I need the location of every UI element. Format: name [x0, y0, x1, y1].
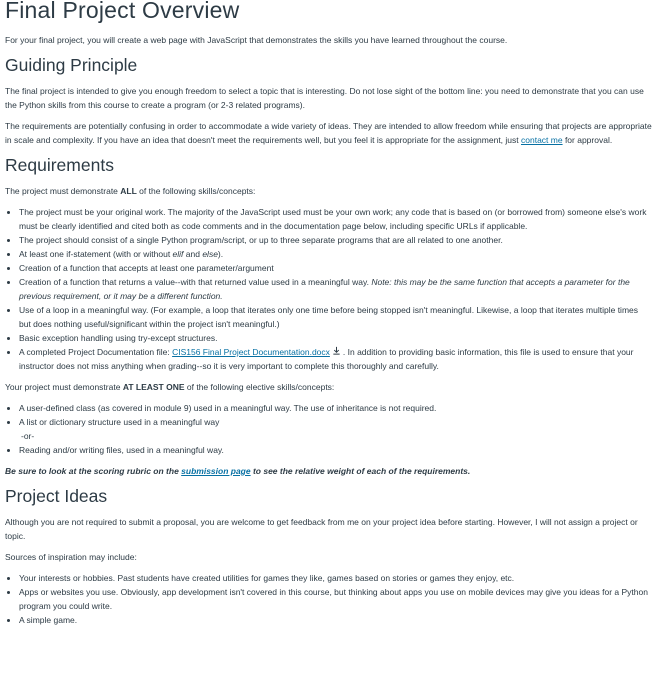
or-separator: -or-: [21, 431, 35, 441]
item-text: . In addition to providing basic information, this file is used to ensure that your instructor does not miss anything when grading--so it is very important to complete this thoroughly and carefully.: [19, 347, 634, 371]
guiding-paragraph-2: [5, 119, 652, 147]
item-note: Note: this may be the same function that accepts a parameter for the previous requirement, or it may be a different function.: [19, 277, 630, 301]
guiding-p2-end: for approval.: [562, 135, 613, 145]
least-intro-end: of the following elective skills/concepts:: [184, 382, 335, 392]
list-item: [19, 275, 652, 303]
elective-skills-list: [5, 401, 652, 457]
all-intro-end: of the following skills/concepts:: [136, 186, 256, 196]
list-item: • A list or dictionary structure used in a meaningful way: [19, 415, 652, 429]
project-ideas-heading: Project Ideas: [5, 486, 108, 506]
item-text: and: [183, 249, 203, 259]
list-item: [19, 345, 652, 373]
submission-page-link[interactable]: submission page: [181, 466, 251, 476]
list-item: • A simple game.: [19, 613, 652, 627]
intro-paragraph: For your final project, you will create a web page with JavaScript that demonstrates the skills you have learned throughout the course.: [5, 35, 508, 45]
required-skills-list: [5, 205, 652, 373]
list-item: • Basic exception handling using try-except structures.: [19, 331, 652, 345]
list-item: [19, 247, 652, 261]
rubric-text-end: to see the relative weight of each of the requirements.: [250, 466, 471, 476]
least-bold: AT LEAST ONE: [122, 382, 185, 392]
else-keyword: else: [202, 249, 218, 259]
item-text: ).: [217, 249, 224, 259]
guiding-principle-heading: Guiding Principle: [5, 55, 138, 75]
requirements-least-intro: [5, 380, 652, 394]
item-text: Creation of a function that returns a value--with that returned value used in a meaningful way.: [19, 277, 372, 287]
rubric-text: Be sure to look at the scoring rubric on the: [5, 466, 182, 476]
requirements-all-intro: [5, 184, 652, 198]
list-item: • Use of a loop in a meaningful way. (For example, a loop that iterates only one time before being stopped isn't meaningful. Likewise, a loop that iterates multiple times but does nothing useful/significant within the project isn't meaningful.): [19, 303, 652, 331]
sources-intro: Sources of inspiration may include:: [5, 552, 137, 562]
requirements-heading: Requirements: [5, 155, 114, 175]
list-item: • The project must be your original work. The majority of the JavaScript used must be your own work; any code that is based on (or borrowed from) someone else's work must be clearly identified and cited both as code comments and in the documentation page below, including specific URLs if applicable.: [19, 205, 652, 233]
guiding-p2-text: The requirements are potentially confusing in order to accommodate a wide variety of ideas. They are intended to allow freedom while ensuring that projects are appropriate in scale and complexity. If you have an idea that doesn't meet the requirements well, but you feel it is appropriate for the assignment, just: [5, 121, 652, 145]
item-text: A completed Project Documentation file:: [19, 347, 173, 357]
list-item: • Apps or websites you use. Obviously, app development isn't covered in this course, but thinking about apps you use on mobile devices may give you ideas for a Python program you could write.: [19, 585, 652, 613]
list-item: • The project should consist of a single Python program/script, or up to three separate programs that are all related to one another.: [19, 233, 652, 247]
least-intro-text: Your project must demonstrate: [5, 382, 123, 392]
ideas-paragraph: Although you are not required to submit a proposal, you are welcome to get feedback from me on your project idea before starting. However, I will not assign a project or topic.: [5, 517, 638, 541]
download-icon[interactable]: [332, 345, 341, 359]
all-bold: ALL: [120, 186, 137, 196]
list-item: • Your interests or hobbies. Past students have created utilities for games they like, games based on stories or games they enjoy, etc.: [19, 571, 652, 585]
list-item: • A user-defined class (as covered in module 9) used in a meaningful way. The use of inheritance is not required.: [19, 401, 652, 415]
page-title: Final Project Overview: [5, 0, 240, 23]
list-item: • Reading and/or writing files, used in a meaningful way.: [19, 443, 652, 457]
ideas-list: [5, 571, 652, 627]
rubric-note: [5, 464, 652, 478]
contact-me-link[interactable]: contact me: [521, 135, 563, 145]
elif-keyword: elif: [172, 249, 184, 259]
item-text: At least one if-statement (with or without: [19, 249, 173, 259]
all-intro-text: The project must demonstrate: [5, 186, 121, 196]
documentation-file-link[interactable]: CIS156 Final Project Documentation.docx: [172, 347, 330, 357]
list-item: • Creation of a function that accepts at least one parameter/argument: [19, 261, 652, 275]
guiding-paragraph-1: The final project is intended to give you enough freedom to select a topic that is interesting. Do not lose sight of the bottom line: you need to demonstrate that you can use the Python skills from this course to create a program (or 2-3 related programs).: [5, 86, 644, 110]
